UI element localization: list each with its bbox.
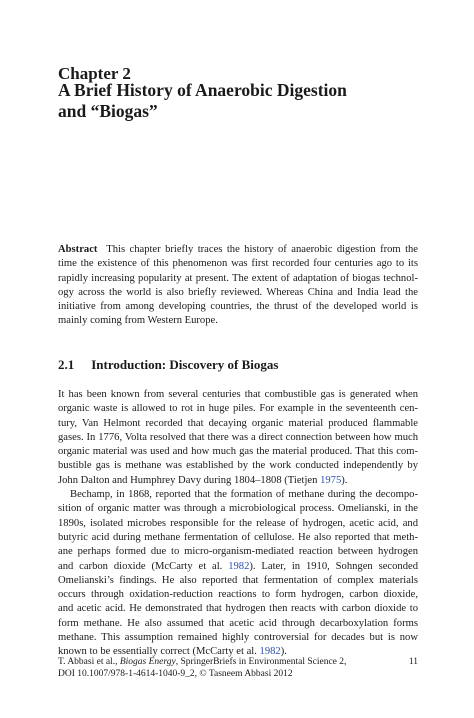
paragraph-line: tury, Van Helmont recorded that decaying organic material produced flammable bbox=[58, 417, 418, 429]
paragraph-line bbox=[58, 474, 418, 488]
book-title: Biogas Energy bbox=[119, 657, 176, 667]
text-fragment: John Dalton and Humphrey Davy during 1804–1808 (Tietjen bbox=[58, 474, 321, 486]
footer-citation-line bbox=[58, 656, 418, 668]
abstract-heading: Abstract bbox=[58, 244, 98, 255]
footer-text: , SpringerBriefs in Environmental Science 2, bbox=[175, 657, 347, 667]
section-number: 2.1 bbox=[58, 357, 75, 372]
abstract-line: time the existence of this phenomenon was first recorded four centuries ago to its bbox=[58, 258, 418, 270]
introduction-body bbox=[58, 388, 418, 660]
paragraph-line: ane perhaps formed due to micro-organism-mediated reaction between hydrogen bbox=[58, 546, 418, 558]
paragraph-line: It has been known from several centuries that combustible gas is generated when bbox=[58, 389, 418, 400]
abstract-block bbox=[58, 243, 418, 329]
paragraph-line: Bechamp, in 1868, reported that the formation of methane during the decompo- bbox=[70, 489, 418, 501]
chapter-title-line: and “Biogas” bbox=[58, 101, 158, 121]
paragraph-line: bustible gas is methane was established by the work conducted independently by bbox=[58, 460, 418, 472]
text-fragment: ). bbox=[280, 646, 287, 658]
abstract-line bbox=[58, 243, 418, 257]
text-fragment: and carbon dioxide (McCarty et al. bbox=[58, 560, 229, 572]
section-title: Introduction: Discovery of Biogas bbox=[91, 357, 279, 372]
text-fragment: ). Later, in 1910, Sohngen seconded bbox=[249, 560, 418, 572]
paragraph-line: Omelianski’s findings. He also reported that fermentation of complex materials bbox=[58, 574, 418, 586]
text-fragment: known to be essentially correct (McCarty et al. bbox=[58, 646, 260, 658]
chapter-title-line: A Brief History of Anaerobic Digestion bbox=[58, 80, 347, 100]
chapter-title bbox=[58, 80, 438, 122]
paragraph-line: methane. This assumption remained highly controversial for decades but is now bbox=[58, 632, 418, 644]
footer-doi-line: DOI 10.1007/978-1-4614-1040-9_2, © Tasneem Abbasi 2012 bbox=[58, 669, 293, 679]
section-heading bbox=[58, 357, 278, 373]
paragraph-line: form methane. He also assumed that acetic acid through decarboxylation forms bbox=[58, 617, 418, 629]
citation-link[interactable]: 1982 bbox=[228, 560, 250, 572]
chapter-label: Chapter 2 bbox=[58, 64, 131, 83]
citation-link[interactable]: 1982 bbox=[259, 646, 281, 658]
abstract-line: mainly coming from Western Europe. bbox=[58, 315, 218, 327]
abstract-text: This chapter briefly traces the history of anaerobic digestion from the bbox=[106, 244, 419, 255]
paragraph-line bbox=[58, 560, 418, 574]
abstract-line: ogy across the world is also briefly reviewed. Whereas China and India lead the bbox=[58, 286, 418, 298]
abstract-line: initiative from among developing countries, the thrust of the developed world is bbox=[58, 301, 418, 313]
paragraph-line: butyric acid during methane fermentation of cellulose. He also reported that meth- bbox=[58, 531, 418, 543]
citation-link[interactable]: 1975 bbox=[320, 474, 342, 486]
paragraph-line: and acetic acid. He demonstrated that hydrogen then reacts with carbon dioxide to bbox=[58, 603, 418, 615]
text-fragment: ). bbox=[341, 474, 348, 486]
abstract-line: rapidly increasing popularity at present. The extent of adaptation of biogas technol- bbox=[58, 272, 418, 284]
paragraph-line: 1890s, isolated microbes responsible for the release of hydrogen, acetic acid, and bbox=[58, 517, 418, 529]
paragraph-line: occurs through oxidation-reduction reactions to form hydrogen, carbon dioxide, bbox=[58, 589, 418, 601]
footer-text: T. Abbasi et al., bbox=[58, 657, 120, 667]
paragraph-line: organic material was used and how much gas the material produced. That this com- bbox=[58, 446, 418, 458]
paragraph-line: organic waste is allowed to rot in huge piles. For example in the seventeenth cen- bbox=[58, 403, 418, 415]
page-footer bbox=[58, 656, 418, 680]
paragraph-line: gases. In 1776, Volta resolved that there was a direct connection between how much bbox=[58, 431, 418, 443]
paragraph-line: sition of organic matter was through a microbiological process. Omelianski, in the bbox=[58, 503, 418, 515]
page-number: 11 bbox=[408, 657, 418, 667]
